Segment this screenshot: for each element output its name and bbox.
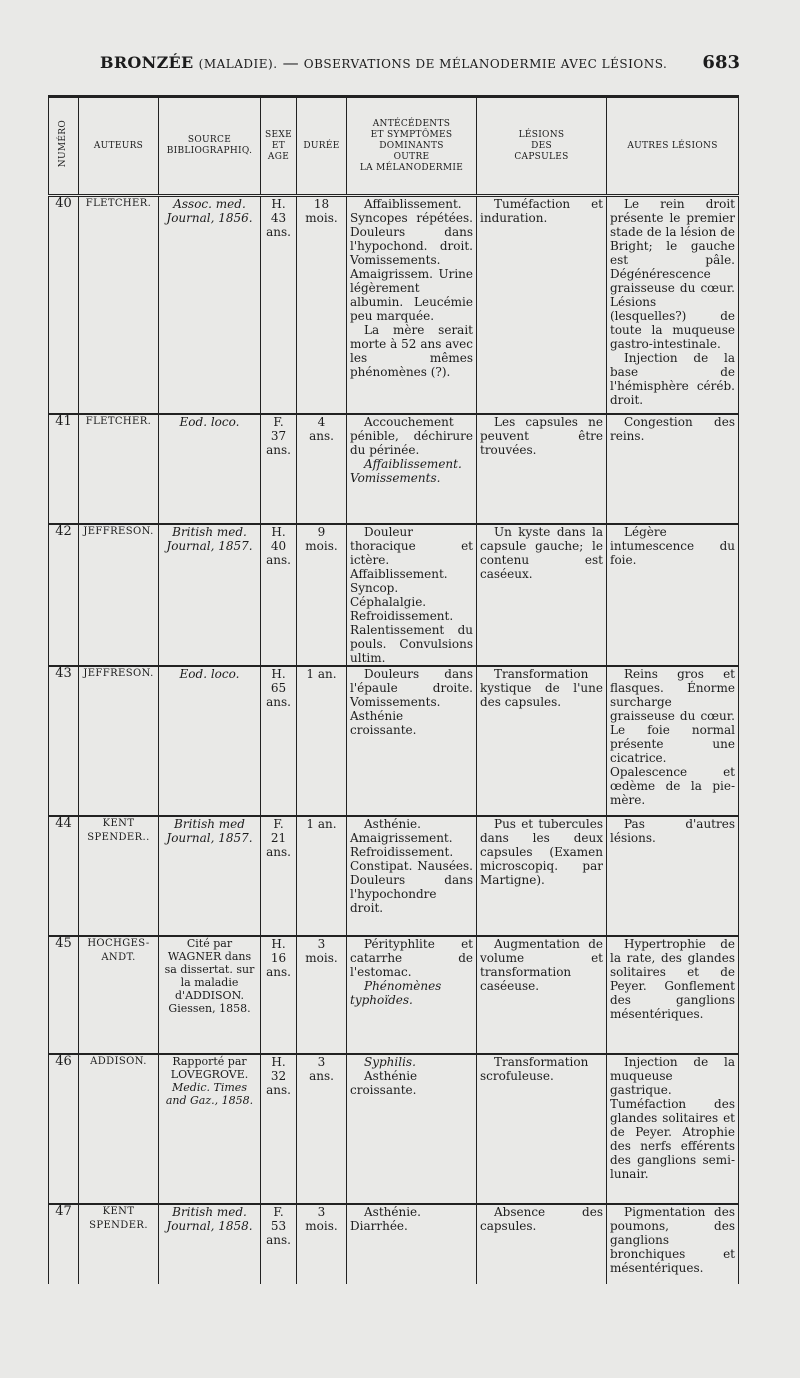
row-autres: Pigmentation des poumons, des ganglions bronchiques et mésentériques.: [607, 1204, 739, 1284]
row-number: 47: [49, 1204, 79, 1284]
row-author: KENT SPENDER.: [79, 1204, 159, 1284]
header-title: BRONZÉE: [100, 53, 194, 72]
row-duree: 3 mois.: [297, 1204, 347, 1284]
row-sexe: H. 65 ans.: [261, 666, 297, 816]
row-antecedents: Accouchement pénible, déchirure du périnée. Affaiblissement. Vomissements.: [347, 414, 477, 524]
header-dash: —: [282, 53, 299, 72]
page-number: 683: [702, 52, 740, 73]
row-author: ADDISON.: [79, 1054, 159, 1204]
row-antecedents: Affaiblissement. Syncopes répétées. Douleurs dans l'hypochond. droit. Vomissements. Amaigrissem. Urine légèrement albumin. Leucémie peu marquée. La mère serait morte à 52 ans avec les mêmes phénomènes (?).: [347, 196, 477, 414]
table-row: [49, 936, 739, 1054]
row-source: British med Journal, 1857.: [159, 816, 261, 936]
row-source: Assoc. med. Journal, 1856.: [159, 196, 261, 414]
row-source: British med. Journal, 1858.: [159, 1204, 261, 1284]
row-number: 40: [49, 196, 79, 414]
table-row: [49, 1204, 739, 1284]
row-author: JEFFRESON.: [79, 666, 159, 816]
row-number: 44: [49, 816, 79, 936]
col-lesions: LÉSIONS DES CAPSULES: [477, 97, 607, 196]
table-row: [49, 414, 739, 524]
row-source: British med. Journal, 1857.: [159, 524, 261, 666]
row-antecedents: Syphilis. Asthénie croissante.: [347, 1054, 477, 1204]
col-autres: AUTRES LÉSIONS: [607, 97, 739, 196]
row-number: 41: [49, 414, 79, 524]
table-row: [49, 666, 739, 816]
row-author: JEFFRESON.: [79, 524, 159, 666]
row-author: FLETCHER.: [79, 414, 159, 524]
row-autres: Pas d'autres lésions.: [607, 816, 739, 936]
row-duree: 3 mois.: [297, 936, 347, 1054]
row-autres: Congestion des reins.: [607, 414, 739, 524]
row-number: 45: [49, 936, 79, 1054]
row-autres: Hypertrophie de la rate, des glandes solitaires et de Peyer. Gonflement des ganglions mésentériques.: [607, 936, 739, 1054]
header-subtitle: (MALADIE).: [198, 57, 278, 71]
row-autres: Injection de la muqueuse gastrique. Tuméfaction des glandes solitaires et de Peyer. Atrophie des nerfs efférents des ganglions semi-lunair.: [607, 1054, 739, 1204]
row-antecedents: Douleur thoracique et ictère. Affaiblissement. Syncop. Céphalalgie. Refroidissement. Ralentissement du pouls. Convulsions ultim.: [347, 524, 477, 666]
row-sexe: H. 16 ans.: [261, 936, 297, 1054]
row-lesions: Absence des capsules.: [477, 1204, 607, 1284]
header-row: [49, 97, 739, 196]
row-duree: 3 ans.: [297, 1054, 347, 1204]
col-antecedents: ANTÉCÉDENTS ET SYMPTÔMES DOMINANTS OUTRE LA MÉLANODERMIE: [347, 97, 477, 196]
row-duree: 1 an.: [297, 816, 347, 936]
row-number: 46: [49, 1054, 79, 1204]
row-lesions: Les capsules ne peuvent être trouvées.: [477, 414, 607, 524]
col-duree: DURÉE: [297, 97, 347, 196]
row-author: KENT SPENDER..: [79, 816, 159, 936]
table-row: [49, 816, 739, 936]
col-auteurs: AUTEURS: [79, 97, 159, 196]
row-source: Rapporté par LOVEGROVE. Medic. Times and Gaz., 1858.: [159, 1054, 261, 1204]
row-antecedents: Douleurs dans l'épaule droite. Vomissements. Asthénie croissante.: [347, 666, 477, 816]
row-author: FLETCHER.: [79, 196, 159, 414]
observations-table: [48, 95, 739, 1284]
row-number: 42: [49, 524, 79, 666]
row-duree: 1 an.: [297, 666, 347, 816]
row-lesions: Pus et tubercules dans les deux capsules (Examen microscopiq. par Martigne).: [477, 816, 607, 936]
row-sexe: H. 43 ans.: [261, 196, 297, 414]
col-sexe: SEXE ET AGE: [261, 97, 297, 196]
row-sexe: F. 53 ans.: [261, 1204, 297, 1284]
row-antecedents: Pérityphlite et catarrhe de l'estomac. Phénomènes typhoïdes.: [347, 936, 477, 1054]
header-section: OBSERVATIONS DE MÉLANODERMIE AVEC LÉSIONS.: [303, 57, 668, 71]
row-duree: 4 ans.: [297, 414, 347, 524]
row-lesions: Tuméfaction et induration.: [477, 196, 607, 414]
row-source: Eod. loco.: [159, 666, 261, 816]
row-lesions: Transformation scrofuleuse.: [477, 1054, 607, 1204]
table-row: [49, 196, 739, 414]
row-number: 43: [49, 666, 79, 816]
row-source: Cité par WAGNER dans sa dissertat. sur la maladie d'ADDISON. Giessen, 1858.: [159, 936, 261, 1054]
row-duree: 18 mois.: [297, 196, 347, 414]
row-antecedents: Asthénie. Diarrhée.: [347, 1204, 477, 1284]
table-row: [49, 1054, 739, 1204]
col-numero: NUMÉRO: [49, 97, 79, 196]
row-sexe: H. 32 ans.: [261, 1054, 297, 1204]
row-autres: Le rein droit présente le premier stade de la lésion de Bright; le gauche est pâle. Dégénérescence graisseuse du cœur. Lésions (lesquelles?) de toute la muqueuse gastro-intestinale. Injection de la base de l'hémisphère céréb. droit.: [607, 196, 739, 414]
row-autres: Reins gros et flasques. Énorme surcharge graisseuse du cœur. Le foie normal présente une cicatrice. Opalescence et œdème de la pie-mère.: [607, 666, 739, 816]
row-lesions: Augmentation de volume et transformation caséeuse.: [477, 936, 607, 1054]
row-sexe: F. 37 ans.: [261, 414, 297, 524]
row-sexe: F. 21 ans.: [261, 816, 297, 936]
row-antecedents: Asthénie. Amaigrissement. Refroidissement. Constipat. Nausées. Douleurs dans l'hypochondre droit.: [347, 816, 477, 936]
row-lesions: Transformation kystique de l'une des capsules.: [477, 666, 607, 816]
running-head: [100, 50, 740, 76]
table-row: [49, 524, 739, 666]
col-source: SOURCE BIBLIOGRAPHIQ.: [159, 97, 261, 196]
row-source: Eod. loco.: [159, 414, 261, 524]
row-duree: 9 mois.: [297, 524, 347, 666]
row-lesions: Un kyste dans la capsule gauche; le contenu est caséeux.: [477, 524, 607, 666]
row-autres: Légère intumescence du foie.: [607, 524, 739, 666]
row-sexe: H. 40 ans.: [261, 524, 297, 666]
row-author: HOCHGES- ANDT.: [79, 936, 159, 1054]
